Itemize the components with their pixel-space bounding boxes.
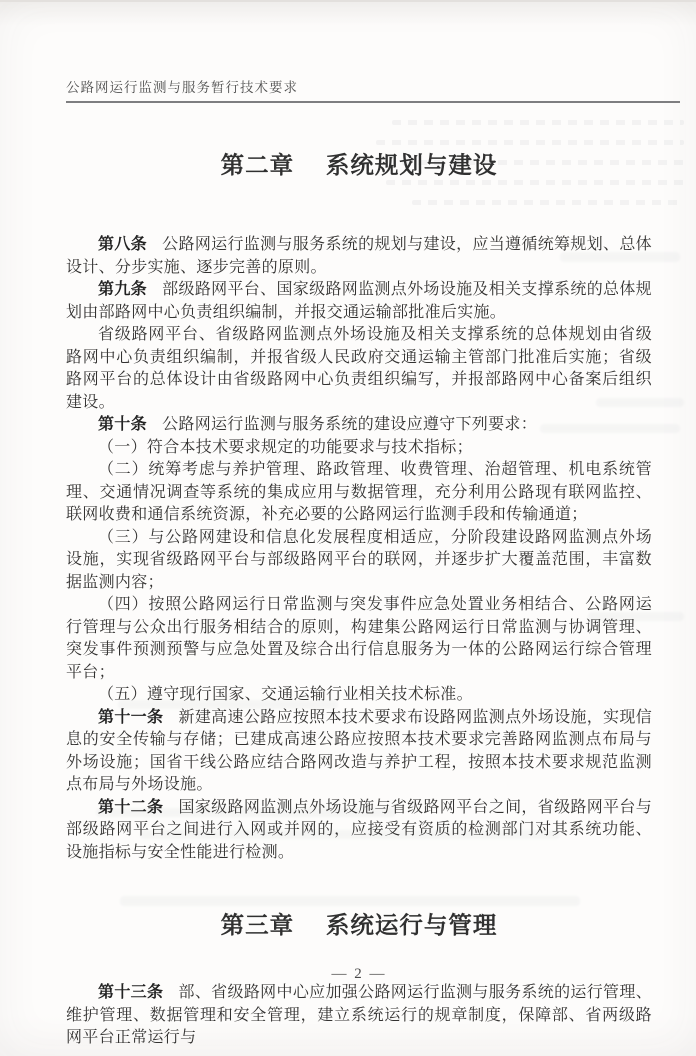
chapter-title bbox=[66, 150, 652, 182]
article-number: 第九条 bbox=[98, 281, 147, 298]
body-paragraph bbox=[66, 982, 652, 1050]
article-number: 第八条 bbox=[98, 236, 147, 253]
body-paragraph bbox=[66, 684, 652, 707]
body-paragraph bbox=[66, 324, 652, 414]
article-number: 第十一条 bbox=[98, 708, 164, 726]
body-paragraph bbox=[66, 594, 652, 684]
paragraph-text: 部、省级路网中心应加强公路网运行监测与服务系统的运行管理、维护管理、数据管理和安全管理，建立系统运行的规章制度，保障部、省两级路网平台正常运行与 bbox=[66, 984, 653, 1046]
article-number: 第十条 bbox=[98, 416, 147, 433]
paragraph-text: （五）遵守现行国家、交通运输行业相关技术标准。 bbox=[98, 686, 473, 703]
paragraph-text: 国家级路网监测点外场设施与省级路网平台之间，省级路网平台与部级路网平台之间进行入网或并网的，应接受有资质的检测部门对其系统功能、设施指标与安全性能进行检测。 bbox=[66, 798, 653, 861]
document-body bbox=[66, 0, 652, 1050]
paragraph-text: （四）按照公路网运行日常监测与突发事件应急处置业务相结合、公路网运行管理与公众出行服务相结合的原则，构建集公路网运行日常监测与协调管理、突发事件预测预警与应急处置及综合出行信息服务为一体的公路网运行综合管理平台； bbox=[66, 596, 652, 681]
chapter-number: 第三章 bbox=[220, 913, 295, 939]
paragraph-text: （一）符合本技术要求规定的功能要求与技术指标； bbox=[98, 438, 473, 456]
article-number: 第十二条 bbox=[98, 798, 164, 816]
body-paragraph bbox=[66, 707, 652, 797]
paragraph-text: 省级路网平台、省级路网监测点外场设施及相关支撑系统的总体规划由省级路网中心负责组织编制，并报省级人民政府交通运输主管部门批准后实施；省级路网平台的总体设计由省级路网中心负责组织编写，并报部路网中心备案后组织建设。 bbox=[66, 326, 652, 411]
paragraph-text: 新建高速公路应按照本技术要求布设路网监测点外场设施，实现信息的安全传输与存储；已建成高速公路应按照本技术要求完善路网监测点布局与外场设施；国省干线公路应结合路网改造与养护工程，按照本技术要求规范监测点布局与外场设施。 bbox=[66, 708, 653, 793]
chapter-section bbox=[66, 150, 652, 864]
chapter-title bbox=[66, 910, 652, 942]
chapter-name: 系统运行与管理 bbox=[325, 913, 498, 939]
body-paragraph bbox=[66, 527, 652, 595]
paragraph-text: 公路网运行监测与服务系统的建设应遵守下列要求： bbox=[162, 416, 537, 433]
body-paragraph bbox=[66, 437, 652, 460]
body-paragraph bbox=[66, 459, 652, 527]
paragraph-text: （三）与公路网建设和信息化发展程度相适应，分阶段建设路网监测点外场设施，实现省级路网平台与部级路网平台的联网，并逐步扩大覆盖范围，丰富数据监测内容； bbox=[66, 528, 652, 591]
body-paragraph bbox=[66, 234, 652, 279]
running-header: 公路网运行监测与服务暂行技术要求 bbox=[66, 80, 298, 95]
chapter-number: 第二章 bbox=[220, 153, 295, 179]
body-paragraph bbox=[66, 279, 652, 324]
body-paragraph bbox=[66, 414, 652, 437]
chapter-name: 系统规划与建设 bbox=[325, 153, 498, 179]
page-number: — 2 — bbox=[331, 966, 387, 982]
paragraph-text: （二）统筹考虑与养护管理、路政管理、收费管理、治超管理、机电系统管理、交通情况调查等系统的集成应用与数据管理，充分利用公路现有联网监控、联网收费和通信系统资源，补充必要的公路网运行监测手段和传输通道； bbox=[66, 461, 652, 523]
paragraph-text: 公路网运行监测与服务系统的规划与建设，应当遵循统筹规划、总体设计、分步实施、逐步完善的原则。 bbox=[66, 236, 652, 276]
paragraph-text: 部级路网平台、国家级路网监测点外场设施及相关支撑系统的总体规划由部路网中心负责组织编制，并报交通运输部批准后实施。 bbox=[66, 281, 652, 321]
article-number: 第十三条 bbox=[98, 984, 164, 1001]
body-paragraph bbox=[66, 797, 652, 865]
